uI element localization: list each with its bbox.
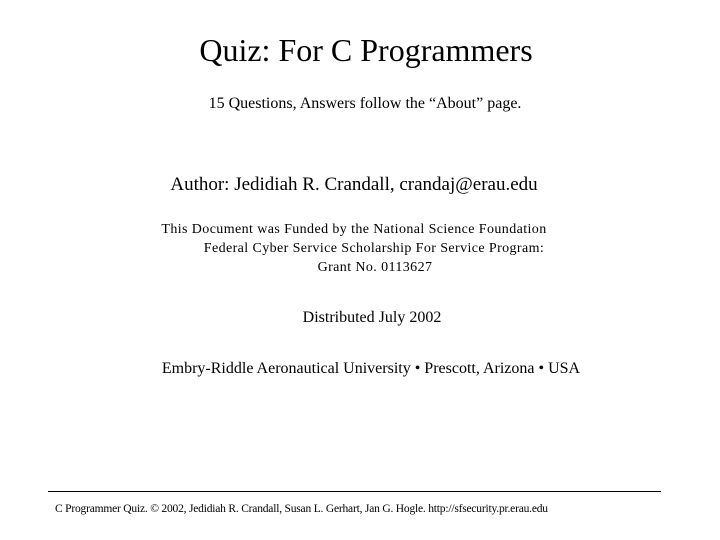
slide-title: Quiz: For C Programmers: [199, 32, 533, 68]
funding-line-1: This Document was Funded by the National Science Foundation: [161, 222, 547, 237]
slide-subtitle: 15 Questions, Answers follow the “About” page.: [208, 95, 522, 112]
funding-line-2: Federal Cyber Service Scholarship For Service Program:: [203, 241, 545, 256]
footer-copyright: C Programmer Quiz. © 2002, Jedidiah R. Crandall, Susan L. Gerhart, Jan G. Hogle. http://sfsecurity.pr.erau.edu: [55, 503, 548, 515]
footer-divider: [48, 491, 661, 492]
author-line: Author: Jedidiah R. Crandall, crandaj@erau.edu: [170, 174, 538, 195]
funding-line-3: Grant No. 0113627: [317, 260, 433, 275]
affiliation-line: Embry-Riddle Aeronautical University • Prescott, Arizona • USA: [161, 360, 581, 377]
distribution-date: Distributed July 2002: [302, 309, 442, 326]
funding-statement: [0, 220, 708, 277]
